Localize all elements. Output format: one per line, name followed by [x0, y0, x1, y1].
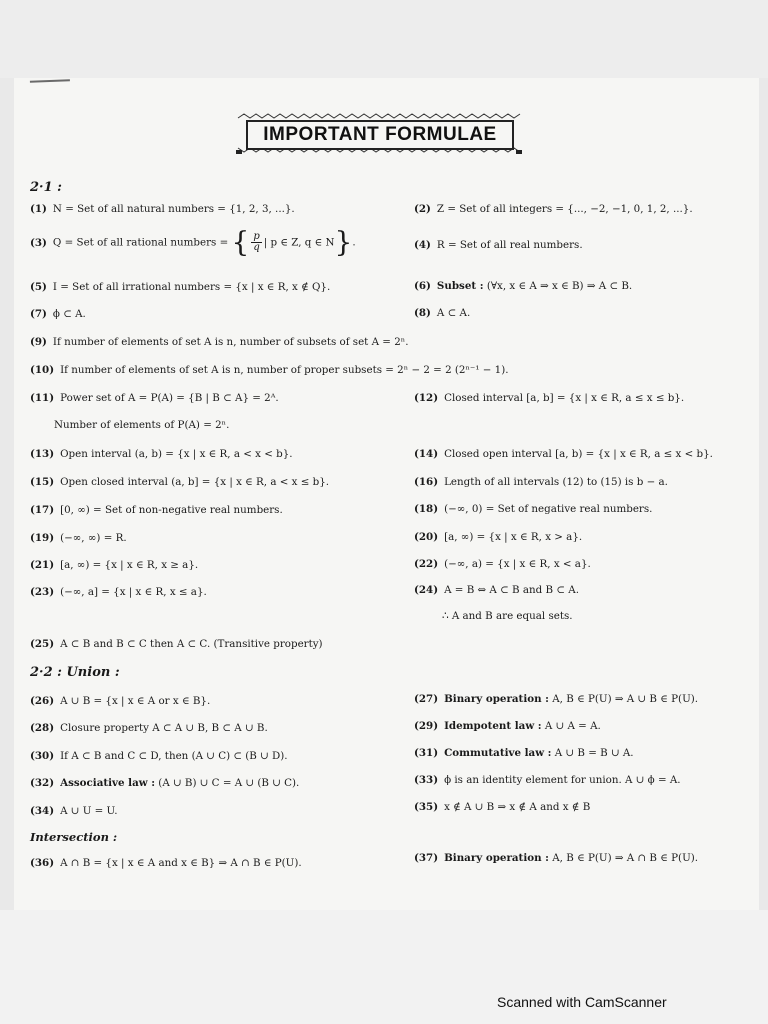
formula-37: (37) Binary operation : A, B ∈ P(U) ⇒ A ∩ B ∈ P(U).	[414, 852, 699, 864]
formula-28: (28) Closure property A ⊂ A ∪ B, B ⊂ A ∪ B.	[30, 722, 268, 734]
formula-1: (1) N = Set of all natural numbers = {1, 2, 3, ...}.	[30, 203, 295, 215]
formula-13: (13) Open interval (a, b) = {x | x ∈ R, a < x < b}.	[30, 448, 293, 460]
formula-5: (5) I = Set of all irrational numbers = {x | x ∈ R, x ∉ Q}.	[30, 281, 331, 293]
formula-3: (3) Q = Set of all rational numbers = { $\frac{p}{q}$ | p ∈ Z, q ∈ N}.	[30, 225, 356, 259]
title-banner	[236, 112, 522, 154]
formula-24: (24) A = B ⇔ A ⊂ B and B ⊂ A.	[414, 584, 579, 596]
formula-4: (4) R = Set of all real numbers.	[414, 239, 583, 251]
section-heading-2-2-union: 2·2 : Union :	[30, 665, 120, 680]
section-heading-intersection: Intersection :	[30, 830, 118, 844]
formula-22: (22) (−∞, a) = {x | x ∈ R, x < a}.	[414, 558, 591, 570]
formula-19: (19) (−∞, ∞) = R.	[30, 532, 127, 544]
formula-10: (10) If number of elements of set A is n, number of proper subsets = 2ⁿ − 2 = 2 (2ⁿ⁻¹ − 1).	[30, 364, 509, 376]
page-title: IMPORTANT FORMULAE	[263, 124, 497, 145]
formula-29: (29) Idempotent law : A ∪ A = A.	[414, 720, 601, 732]
formula-7: (7) ϕ ⊂ A.	[30, 308, 86, 320]
formula-16: (16) Length of all intervals (12) to (15) is b − a.	[414, 476, 668, 488]
formula-25: (25) A ⊂ B and B ⊂ C then A ⊂ C. (Transitive property)	[30, 638, 323, 650]
page-corner-mark	[30, 79, 70, 87]
formula-11-line-2: Number of elements of P(A) = 2ⁿ.	[54, 419, 230, 431]
formula-21: (21) [a, ∞) = {x | x ∈ R, x ≥ a}.	[30, 559, 199, 571]
formula-9: (9) If number of elements of set A is n, number of subsets of set A = 2ⁿ.	[30, 336, 409, 348]
formula-24-line-2: ∴ A and B are equal sets.	[442, 610, 573, 622]
formula-33: (33) ϕ is an identity element for union. A ∪ ϕ = A.	[414, 774, 681, 786]
formula-26: (26) A ∪ B = {x | x ∈ A or x ∈ B}.	[30, 695, 211, 707]
formula-6: (6) Subset : (∀x, x ∈ A ⇒ x ∈ B) ⇒ A ⊂ B.	[414, 280, 633, 292]
formula-31: (31) Commutative law : A ∪ B = B ∪ A.	[414, 747, 634, 759]
formula-36: (36) A ∩ B = {x | x ∈ A and x ∈ B} ⇒ A ∩ B ∈ P(U).	[30, 857, 302, 869]
section-heading-2-1: 2·1 :	[30, 180, 62, 195]
scanner-watermark: Scanned with CamScanner	[497, 994, 667, 1010]
formula-2: (2) Z = Set of all integers = {..., −2, −1, 0, 1, 2, ...}.	[414, 203, 693, 215]
formula-12: (12) Closed interval [a, b] = {x | x ∈ R, a ≤ x ≤ b}.	[414, 392, 685, 404]
formula-27: (27) Binary operation : A, B ∈ P(U) ⇒ A ∪ B ∈ P(U).	[414, 693, 699, 705]
formula-11: (11) Power set of A = P(A) = {B | B ⊂ A} = 2ᴬ.	[30, 392, 279, 404]
formula-8: (8) A ⊂ A.	[414, 307, 471, 319]
formula-34: (34) A ∪ U = U.	[30, 805, 118, 817]
formula-14: (14) Closed open interval [a, b) = {x | x ∈ R, a ≤ x < b}.	[414, 448, 713, 460]
formula-30: (30) If A ⊂ B and C ⊂ D, then (A ∪ C) ⊂ (B ∪ D).	[30, 750, 288, 762]
formula-20: (20) [a, ∞) = {x | x ∈ R, x > a}.	[414, 531, 583, 543]
fraction-p-over-q: $\frac{p}{q}$	[253, 231, 260, 253]
formula-23: (23) (−∞, a] = {x | x ∈ R, x ≤ a}.	[30, 586, 207, 598]
formula-35: (35) x ∉ A ∪ B ⇒ x ∉ A and x ∉ B	[414, 801, 591, 813]
formula-18: (18) (−∞, 0) = Set of negative real numbers.	[414, 503, 653, 515]
scan-top-margin	[0, 0, 768, 78]
formula-15: (15) Open closed interval (a, b] = {x | x ∈ R, a < x ≤ b}.	[30, 476, 330, 488]
formula-17: (17) [0, ∞) = Set of non-negative real numbers.	[30, 504, 283, 516]
formula-32: (32) Associative law : (A ∪ B) ∪ C = A ∪ (B ∪ C).	[30, 777, 300, 789]
